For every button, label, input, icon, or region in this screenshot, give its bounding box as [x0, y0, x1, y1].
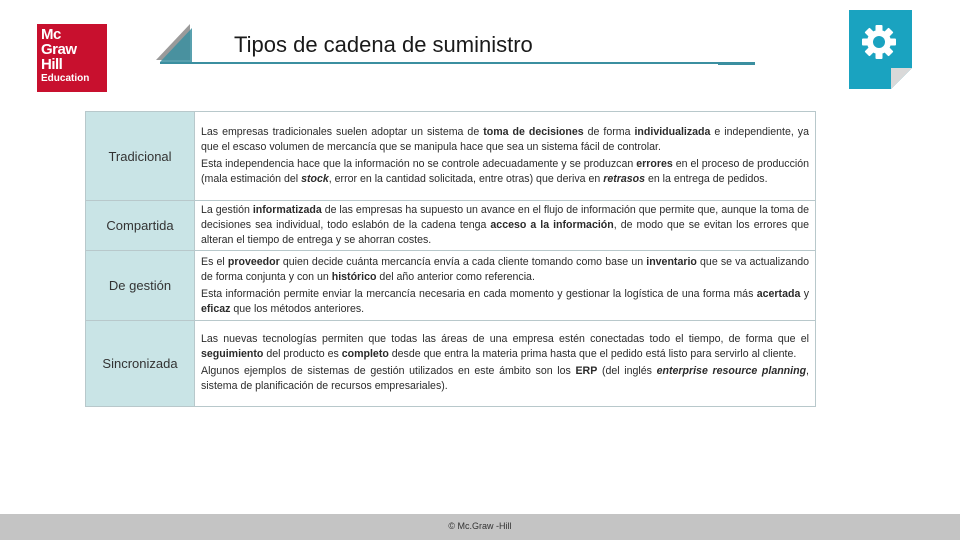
description-paragraph [201, 287, 809, 317]
copyright-text: © Mc.Graw -Hill [448, 521, 512, 531]
description-paragraph [201, 332, 809, 362]
emphasis-text: individualizada [634, 126, 711, 139]
row-description [195, 251, 816, 320]
emphasis-text [657, 365, 806, 377]
text-run: del año anterior como referencia. [376, 270, 535, 283]
table-row [86, 251, 816, 320]
text-run: La gestión [201, 204, 253, 217]
text-run: en el proceso de producción (mala estimación del [201, 158, 809, 186]
text-run: (del inglés [597, 365, 657, 378]
text-run: Las nuevas tecnologías permiten que todas las áreas de una empresa estén conectadas todo el tiempo, de forma que el [201, 333, 809, 346]
emphasis-text: inventario [646, 255, 697, 268]
emphasis-text: stock [301, 173, 329, 186]
row-label: Tradicional [86, 112, 195, 201]
text-run: de las empresas ha supuesto un avance en el flujo de información que permite que, aunque la toma de decisiones sea individual, todo eslabón de la cadena tenga [201, 204, 809, 232]
emphasis-text: completo [341, 348, 389, 361]
title-corner-decoration [150, 20, 230, 66]
text-run: que se va actualizando de forma conjunta y con un [201, 255, 809, 283]
description-paragraph [201, 203, 809, 248]
emphasis-text [603, 173, 645, 185]
text-run: de forma [583, 126, 635, 139]
text-run: desde que entra la materia prima hasta que el pedido está listo para servirlo al cliente. [388, 348, 797, 361]
row-description [195, 201, 816, 251]
table-row [86, 112, 816, 201]
description-paragraph [201, 255, 809, 285]
text-run: en la entrega de pedidos. [645, 173, 768, 186]
row-label: Compartida [86, 201, 195, 251]
emphasis-text: histórico [331, 270, 377, 283]
text-run: , error en la cantidad solicitada, entre otras) que deriva en [328, 173, 604, 186]
row-description [195, 112, 816, 201]
text-run: Algunos ejemplos de sistemas de gestión utilizados en este ámbito son los [201, 365, 576, 378]
text-run: Es el [201, 255, 228, 268]
text-run: , sistema de planificación de recursos empresariales). [201, 365, 809, 393]
text-run: del producto es [263, 348, 342, 361]
emphasis-text [301, 173, 329, 185]
emphasis-text: acceso a la información [490, 219, 614, 232]
emphasis-text: retrasos [603, 173, 646, 186]
description-paragraph [201, 364, 809, 394]
text-run: , de modo que se evitan los errores que alteran el tiempo de entrega y se ahorran costes. [201, 219, 809, 247]
text-run: Las empresas tradicionales suelen adoptar un sistema de [201, 126, 484, 139]
table-row [86, 201, 816, 251]
mcgraw-hill-logo [37, 24, 107, 92]
emphasis-text: errores [636, 158, 673, 171]
emphasis-text: ERP [575, 365, 598, 378]
text-run: Esta independencia hace que la información no se controle adecuadamente y se produzcan [201, 158, 637, 171]
row-description [195, 320, 816, 406]
logo-subtitle: Education [41, 73, 90, 84]
row-label: De gestión [86, 251, 195, 320]
gear-icon [849, 10, 912, 89]
emphasis-text: informatizada [252, 204, 322, 217]
emphasis-text: acertada [756, 287, 801, 300]
text-run: e independiente, ya que el escaso volumen de mercancía que se manipula hace que sea un sistema fácil de controlar. [201, 126, 809, 154]
description-paragraph [201, 125, 809, 155]
emphasis-text: seguimiento [201, 348, 264, 361]
table-row [86, 320, 816, 406]
emphasis-text: proveedor [227, 255, 280, 268]
emphasis-text: eficaz [201, 302, 231, 315]
emphasis-text: enterprise resource planning [656, 365, 807, 378]
description-paragraph [201, 157, 809, 187]
title-underline [160, 62, 755, 64]
text-run: Esta información permite enviar la mercancía necesaria en cada momento y gestionar la logística de una forma más [201, 287, 757, 300]
title-underline-tail [718, 64, 755, 65]
text-run: que los métodos anteriores. [230, 302, 365, 315]
text-run: quien decide cuánta mercancía envía a cada cliente tomando como base un [279, 255, 647, 268]
logo-word-mc: Mc [41, 26, 61, 43]
page-title: Tipos de cadena de suministro [234, 32, 533, 57]
logo-word-hill: Hill [41, 56, 63, 73]
supply-chain-table [85, 111, 816, 407]
text-run: y [800, 287, 810, 300]
row-label: Sincronizada [86, 320, 195, 406]
emphasis-text: toma de decisiones [483, 126, 584, 139]
footer-bar [0, 514, 960, 540]
logo-word-graw: Graw [41, 41, 77, 58]
